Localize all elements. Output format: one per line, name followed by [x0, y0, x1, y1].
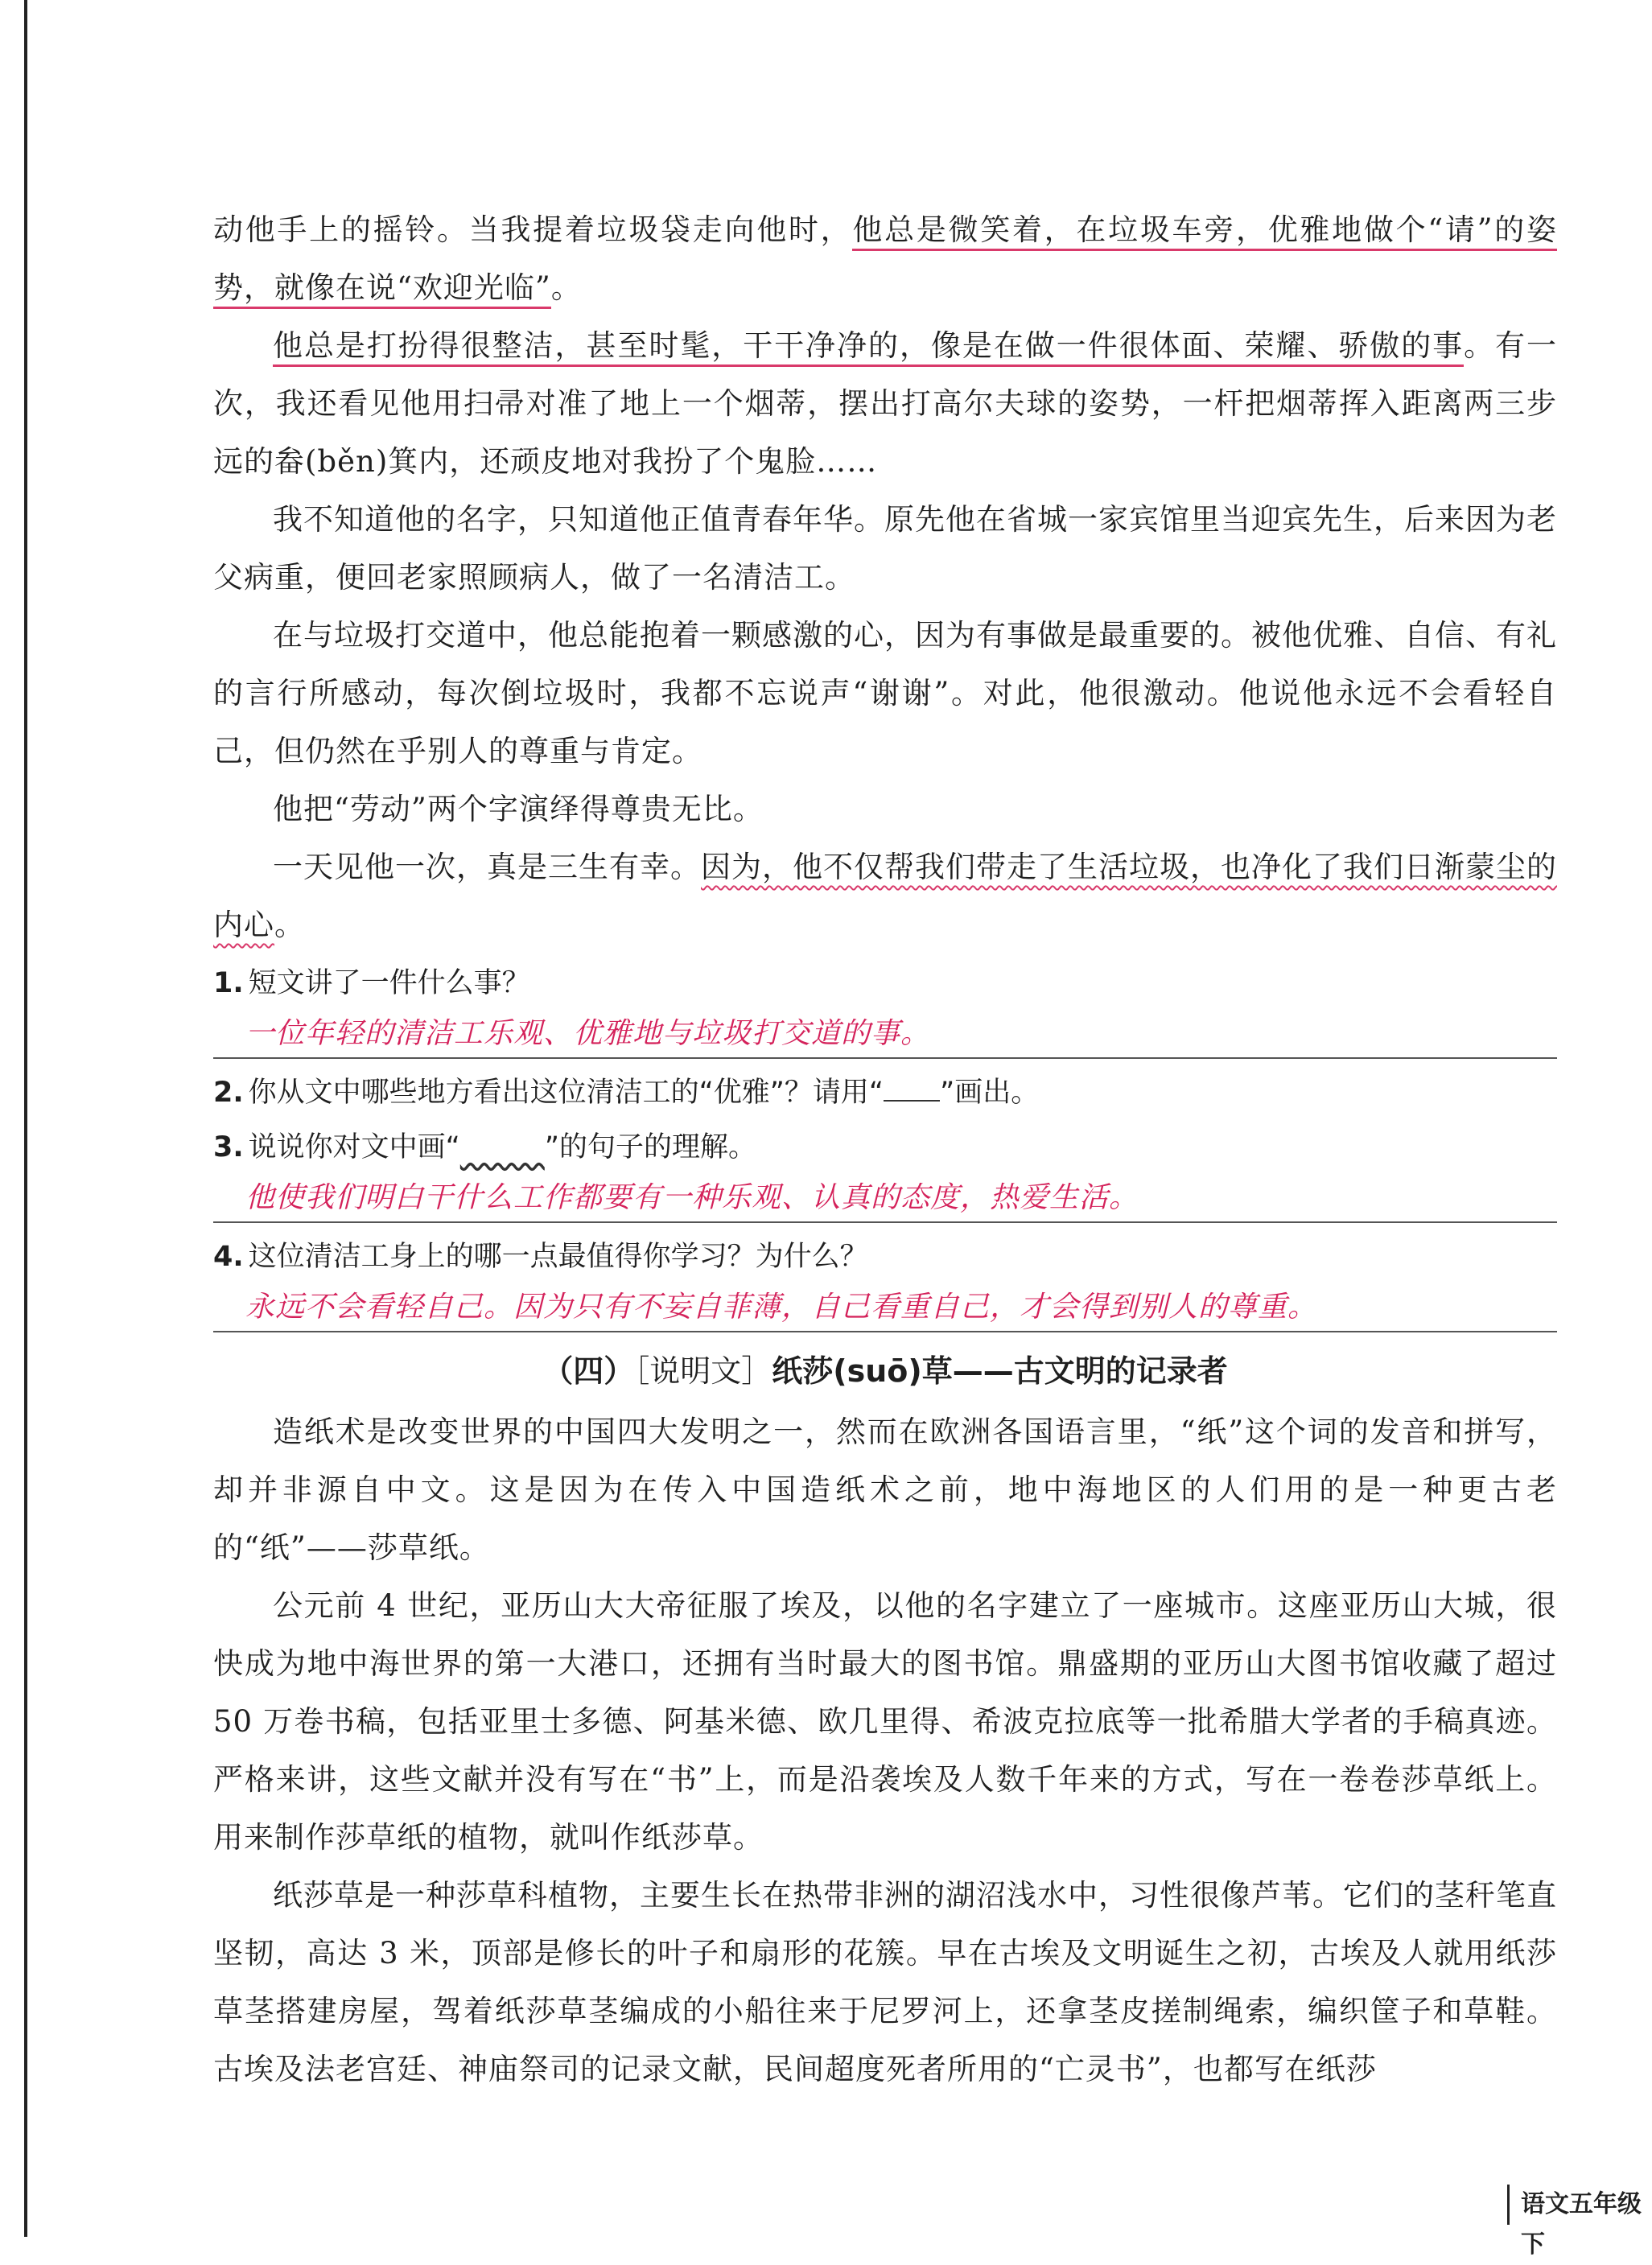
- answer-line-1[interactable]: 一位年轻的清洁工乐观、优雅地与垃圾打交道的事。: [213, 1011, 1557, 1059]
- question-number: 1.: [213, 967, 244, 999]
- section-title: [213, 1340, 1557, 1402]
- question-4: [213, 1231, 1557, 1283]
- straight-line-mark: [884, 1081, 940, 1102]
- answer-line-4[interactable]: 永远不会看轻自己。因为只有不妄自菲薄，自己看重自己，才会得到别人的尊重。: [213, 1284, 1557, 1332]
- student-underline: 他总是打扮得很整洁，甚至时髦，干干净净的，像是在做一件很体面、荣耀、骄傲的事: [273, 328, 1464, 367]
- genre-tag: ［说明文］: [634, 1353, 772, 1389]
- passage1-paragraph-5: 他把“劳动”两个字演绎得尊贵无比。: [273, 792, 764, 826]
- question-number: 3.: [213, 1131, 244, 1163]
- passage1-paragraph-2: [213, 317, 1557, 491]
- wavy-line-mark: [460, 1131, 545, 1163]
- answer-line-3[interactable]: 他使我们明白干什么工作都要有一种乐观、认真的态度，热爱生活。: [213, 1175, 1557, 1223]
- passage2-paragraph-1: 造纸术是改变世界的中国四大发明之一，然而在欧洲各国语言里，“纸”这个词的发音和拼写，却并非源自中文。这是因为在传入中国造纸术之前，地中海地区的人们用的是一种更古老的“纸”——莎草纸。: [213, 1415, 1557, 1565]
- question-text: 这位清洁工身上的哪一点最值得你学习？为什么？: [248, 1241, 868, 1273]
- student-underline: 他总是微笑着，在垃圾车旁，优雅地做个“请”的姿势，就像在说“欢迎光临”: [213, 212, 1557, 309]
- question-2: [213, 1067, 1557, 1118]
- passage1-paragraph-3: 我不知道他的名字，只知道他正值青春年华。原先他在省城一家宾馆里当迎宾先生，后来因为老父病重，便回老家照顾病人，做了一名清洁工。: [213, 502, 1557, 595]
- passage2-paragraph-3: 纸莎草是一种莎草科植物，主要生长在热带非洲的湖沼浅水中，习性很像芦苇。它们的茎秆笔直坚韧，高达 3 米，顶部是修长的叶子和扇形的花簇。早在古埃及文明诞生之初，古埃及人就用纸莎草茎搭建房屋，驾着纸莎草茎编成的小船往来于尼罗河上，还拿茎皮搓制绳索，编织筐子和草鞋。古埃及法老宫廷、神庙祭司的记录文献，民间超度死者所用的“亡灵书”，也都写在纸莎: [213, 1878, 1557, 2086]
- section-heading: 纸莎(suō)草——古文明的记录者: [772, 1353, 1228, 1389]
- question-number: 2.: [213, 1077, 244, 1109]
- page-content: [213, 201, 1557, 2098]
- binding-line: [24, 0, 27, 2237]
- question-text: ”画出。: [940, 1077, 1040, 1109]
- text: 一天见他一次，真是三生有幸。: [273, 850, 701, 884]
- question-text: ”的句子的理解。: [544, 1131, 756, 1163]
- question-text: 短文讲了一件什么事？: [248, 967, 530, 999]
- question-text: 说说你对文中画“: [248, 1131, 460, 1163]
- passage2-paragraph-2: 公元前 4 世纪，亚历山大大帝征服了埃及，以他的名字建立了一座城市。这座亚历山大城，很快成为地中海世界的第一大港口，还拥有当时最大的图书馆。鼎盛期的亚历山大图书馆收藏了超过 50 万卷书稿，包括亚里士多德、阿基米德、欧几里得、希波克拉底等一批希腊大学者的手稿真迹。严格来讲，这些文献并没有写在“书”上，而是沿袭埃及人数千年来的方式，写在一卷卷莎草纸上。用来制作莎草纸的植物，就叫作纸莎草。: [213, 1588, 1557, 1855]
- section-number: （四）: [542, 1353, 635, 1389]
- passage1-paragraph-1: [213, 201, 1557, 317]
- question-text: 你从文中哪些地方看出这位清洁工的“优雅”？请用“: [248, 1077, 884, 1109]
- text: 。: [274, 908, 305, 942]
- question-number: 4.: [213, 1241, 244, 1273]
- passage1-paragraph-6: [213, 838, 1557, 954]
- text: 。有一次，我还看见他用扫帚对准了地上一个烟蒂，摆出打高尔夫球的姿势，一杆把烟蒂挥入距离两三步远的畚(běn)箕内，还顽皮地对我扮了个鬼脸……: [213, 328, 1558, 479]
- question-3: [213, 1122, 1557, 1173]
- text: 。: [550, 270, 582, 305]
- question-1: [213, 957, 1557, 1009]
- passage1-paragraph-4: 在与垃圾打交道中，他总能抱着一颗感激的心，因为有事做是最重要的。被他优雅、自信、有礼的言行所感动，每次倒垃圾时，我都不忘说声“谢谢”。对此，他很激动。他说他永远不会看轻自己，但仍然在乎别人的尊重与肯定。: [213, 618, 1557, 768]
- wavy-underline: 因为，他不仅帮我们带走了生活垃圾，也净化了我们日渐蒙尘的内心: [213, 850, 1557, 942]
- text: 动他手上的摇铃。当我提着垃圾袋走向他时，: [213, 212, 853, 247]
- footer-label: 语文五年级下: [1507, 2185, 1652, 2225]
